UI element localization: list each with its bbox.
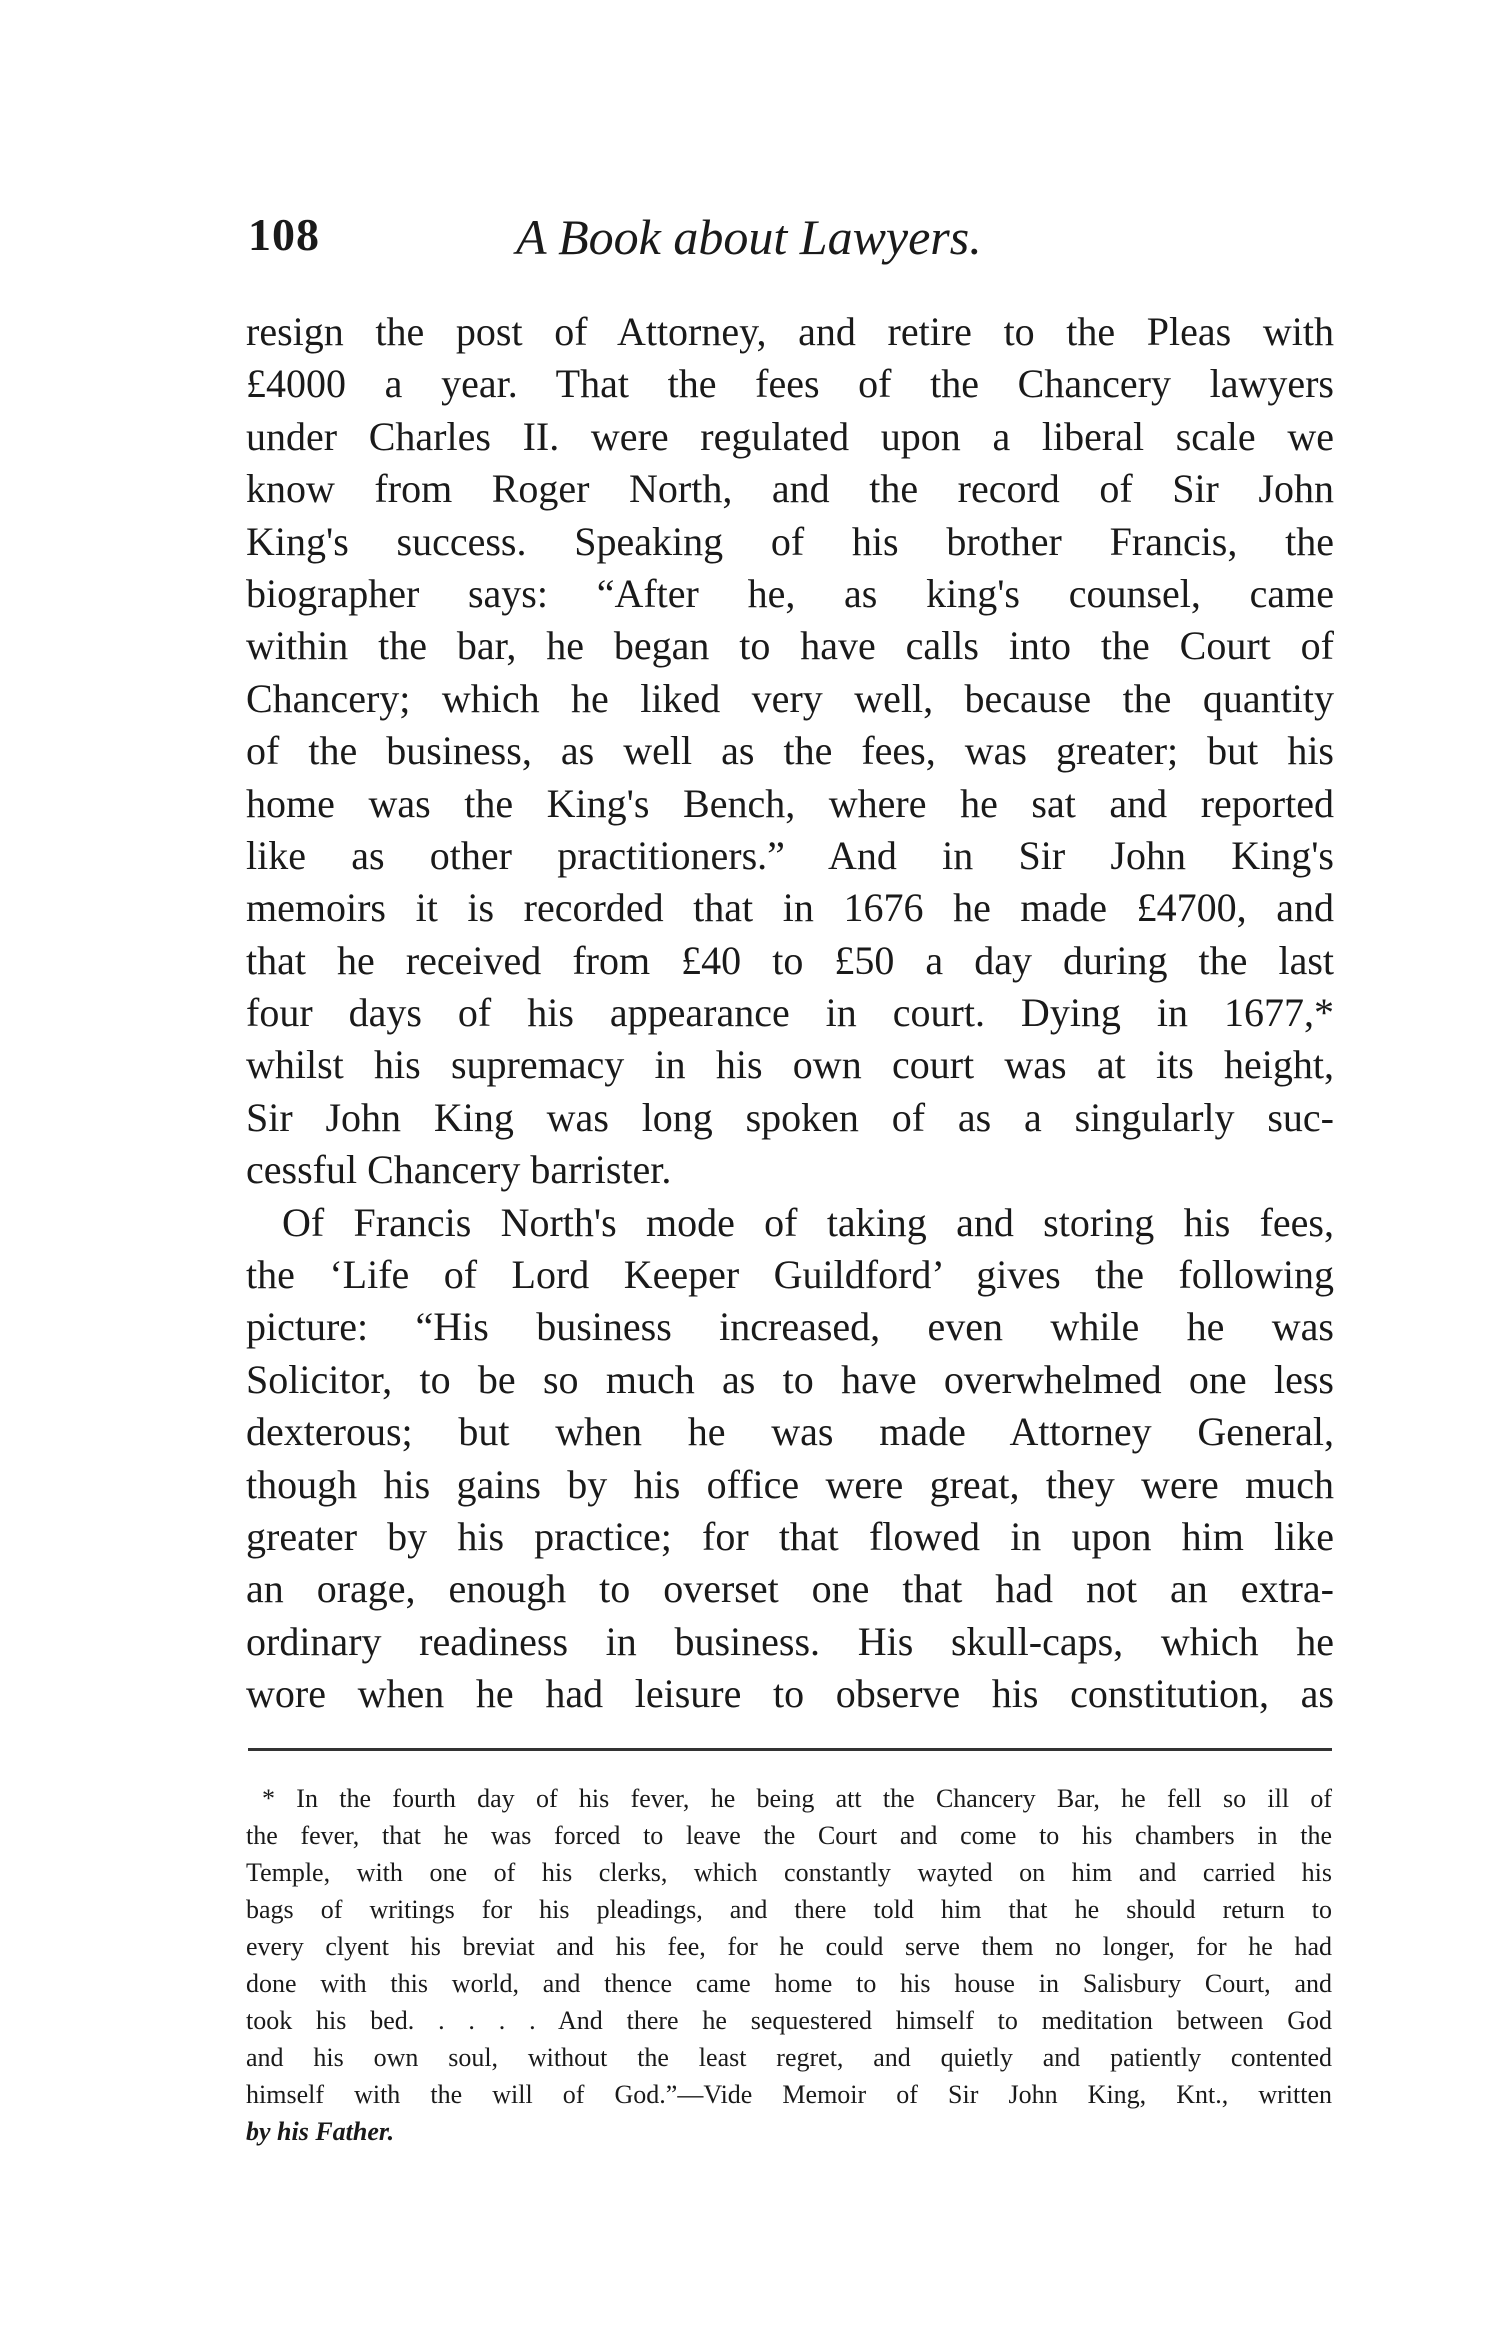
footnote-rule [248, 1748, 1332, 1751]
footnote-line: the fever, that he was forced to leave the Court and come to his chambers in the [246, 1821, 1332, 1850]
page-number: 108 [248, 209, 320, 260]
body-line: though his gains by his office were great, they were much [246, 1461, 1334, 1507]
footnote-line: Temple, with one of his clerks, which constantly wayted on him and carried his [246, 1858, 1332, 1887]
footnote [246, 1780, 1332, 2150]
body-line: know from Roger North, and the record of Sir John [246, 466, 1334, 512]
body-line: King's success. Speaking of his brother Francis, the [246, 518, 1334, 564]
body-line: within the bar, he began to have calls into the Court of [246, 623, 1334, 669]
footnote-line: by his Father. [246, 2117, 395, 2146]
body-line: Solicitor, to be so much as to have overwhelmed one less [246, 1356, 1334, 1402]
body-line: the ‘Life of Lord Keeper Guildford’ gives the following [246, 1252, 1334, 1298]
body-line: biographer says: “After he, as king's counsel, came [246, 570, 1334, 616]
body-line: picture: “His business increased, even while he was [246, 1304, 1334, 1350]
body-line: whilst his supremacy in his own court was at its height, [246, 1042, 1334, 1088]
body-line: cessful Chancery barrister. [246, 1147, 672, 1193]
body-line: dexterous; but when he was made Attorney General, [246, 1409, 1334, 1455]
footnote-line: and his own soul, without the least regret, and quietly and patiently contented [246, 2043, 1332, 2072]
footnote-line: took his bed. . . . . And there he sequestered himself to meditation between God [246, 2006, 1332, 2035]
footnote-line: bags of writings for his pleadings, and there told him that he should return to [246, 1895, 1332, 1924]
body-line: memoirs it is recorded that in 1676 he made £4700, and [246, 885, 1334, 931]
body-line: resign the post of Attorney, and retire to the Pleas with [246, 309, 1334, 354]
body-line: Chancery; which he liked very well, because the quantity [246, 675, 1334, 721]
body-line: £4000 a year. That the fees of the Chancery lawyers [246, 361, 1334, 407]
body-line: home was the King's Bench, where he sat and reported [246, 780, 1334, 826]
body-line: under Charles II. were regulated upon a liberal scale we [246, 413, 1334, 459]
footnote-line: * In the fourth day of his fever, he being att the Chancery Bar, he fell so ill of [262, 1784, 1332, 1813]
body-line: an orage, enough to overset one that had not an extra- [246, 1566, 1334, 1612]
running-head [248, 200, 1328, 280]
body-line: four days of his appearance in court. Dying in 1677,* [246, 990, 1334, 1036]
body-line: of the business, as well as the fees, was greater; but his [246, 728, 1334, 774]
body-line: wore when he had leisure to observe his constitution, as [246, 1671, 1334, 1717]
footnote-line: done with this world, and thence came home to his house in Salisbury Court, and [246, 1969, 1332, 1998]
body-line: greater by his practice; for that flowed in upon him like [246, 1513, 1334, 1559]
book-title: A Book about Lawyers. [516, 209, 982, 265]
body-line: Sir John King was long spoken of as a singularly suc- [246, 1094, 1334, 1140]
body-text [246, 306, 1334, 1721]
body-line: like as other practitioners.” And in Sir John King's [246, 832, 1334, 878]
body-line: that he received from £40 to £50 a day during the last [246, 937, 1334, 983]
footnote-line: himself with the will of God.”—Vide Memoir of Sir John King, Knt., written [246, 2080, 1332, 2109]
paragraph-start-line: Of Francis North's mode of taking and storing his fees, [282, 1199, 1334, 1245]
body-line: ordinary readiness in business. His skull-caps, which he [246, 1618, 1334, 1664]
footnote-line: every clyent his breviat and his fee, for he could serve them no longer, for he had [246, 1932, 1332, 1961]
